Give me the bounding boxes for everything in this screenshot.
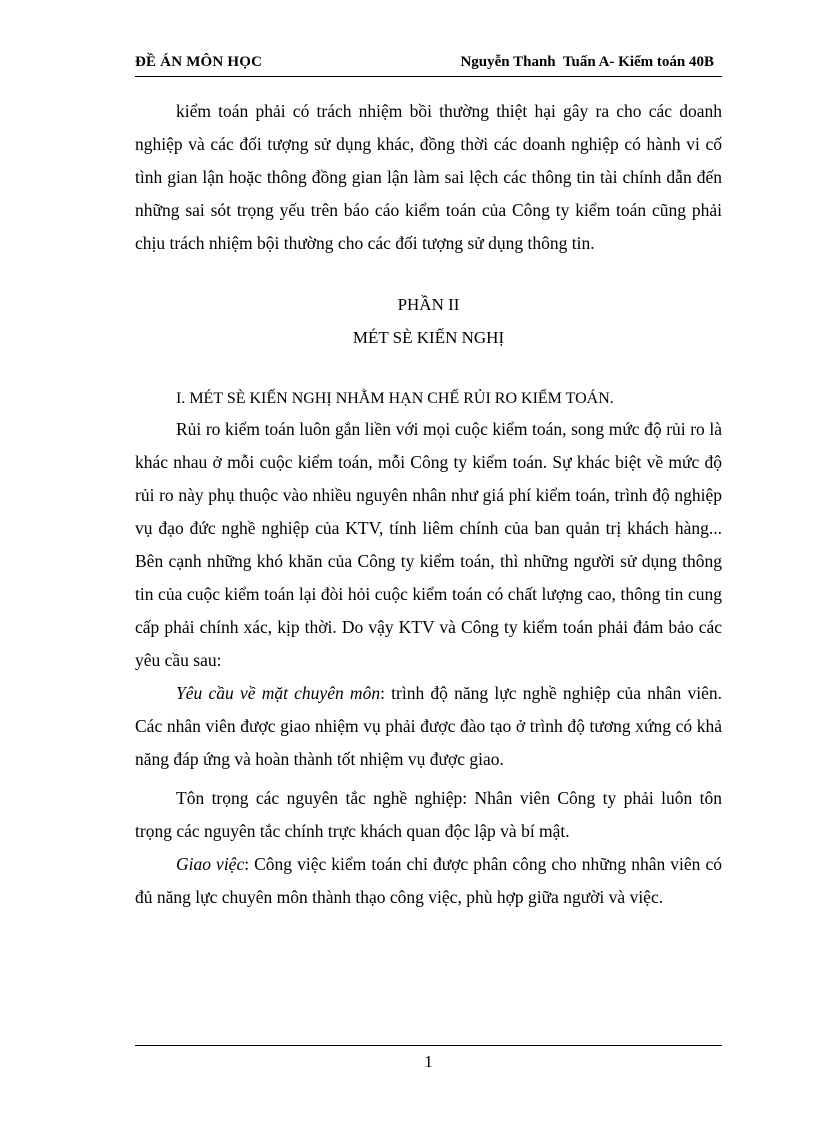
- paragraph-assignment-lead: Giao việc: [176, 854, 245, 874]
- part-number: PHẦN II: [397, 295, 460, 314]
- paragraph-expertise-lead: Yêu cầu về mặt chuyên môn: [176, 683, 381, 703]
- footer-divider: [135, 1045, 722, 1046]
- header-author: Nguyễn Thanh Tuấn A- Kiểm toán 40B: [460, 54, 714, 70]
- paragraph-risk: Rủi ro kiểm toán luôn gắn liền với mọi cuộc kiểm toán, song mức độ rủi ro là khác nhau ở mỗi cuộc kiểm toán, mỗi Công ty kiểm toán. Sự khác biệt về mức độ rủi ro này phụ thuộc vào nhiều nguyên nhân như giá phí kiểm toán, trình độ nghiệp vụ đạo đức nghề nghiệp của KTV, tính liêm chính của ban quản trị khách hàng... Bên cạnh những khó khăn của Công ty kiểm toán, thì những người sử dụng thông tin của cuộc kiểm toán lại đòi hỏi cuộc kiểm toán có chất lượng cao, thông tin cung cấp phải chính xác, kịp thời. Do vậy KTV và Công ty kiểm toán phải đảm bảo các yêu cầu sau:: [135, 419, 722, 670]
- paragraph-assignment: [135, 848, 722, 914]
- paragraph-expertise: [135, 677, 722, 776]
- paragraph-assignment-body: : Công việc kiểm toán chỉ được phân công cho những nhân viên có đủ năng lực chuyên môn thành thạo công việc, phù hợp giữa người và việc.: [135, 854, 722, 907]
- paragraph-expertise-body: : trình độ năng lực nghề nghiệp của nhân viên. Các nhân viên được giao nhiệm vụ phải được đào tạo ở trình độ tương xứng có khả năng đáp ứng và hoàn thành tốt nhiệm vụ được giao.: [135, 683, 723, 769]
- part-title: MÉT SÈ KIẾN NGHỊ: [352, 328, 505, 347]
- paragraph-principles: Tôn trọng các nguyên tắc nghề nghiệp: Nhân viên Công ty phải luôn tôn trọng các nguyên tắc chính trực khách quan độc lập và bí mật.: [135, 788, 722, 841]
- intro-paragraph: kiểm toán phải có trách nhiệm bồi thường thiệt hại gây ra cho các doanh nghiệp và các đối tượng sử dụng khác, đồng thời các doanh nghiệp có hành vi cố tình gian lận hoặc thông đồng gian lận làm sai lệch các thông tin tài chính dẫn đến những sai sót trọng yếu trên báo cáo kiểm toán của Công ty kiểm toán cũng phải chịu trách nhiệm bội thường cho các đối tượng sử dụng thông tin.: [135, 101, 722, 253]
- section-heading: I. MÉT SÈ KIẾN NGHỊ NHẰM HẠN CHẾ RỦI RO KIỂM TOÁN.: [176, 390, 614, 407]
- page-header: [135, 52, 722, 77]
- main-body: [135, 413, 722, 914]
- intro-block: [135, 95, 722, 260]
- page-number: 1: [424, 1052, 433, 1071]
- header-course-title: ĐỀ ÁN MÔN HỌC: [135, 54, 263, 70]
